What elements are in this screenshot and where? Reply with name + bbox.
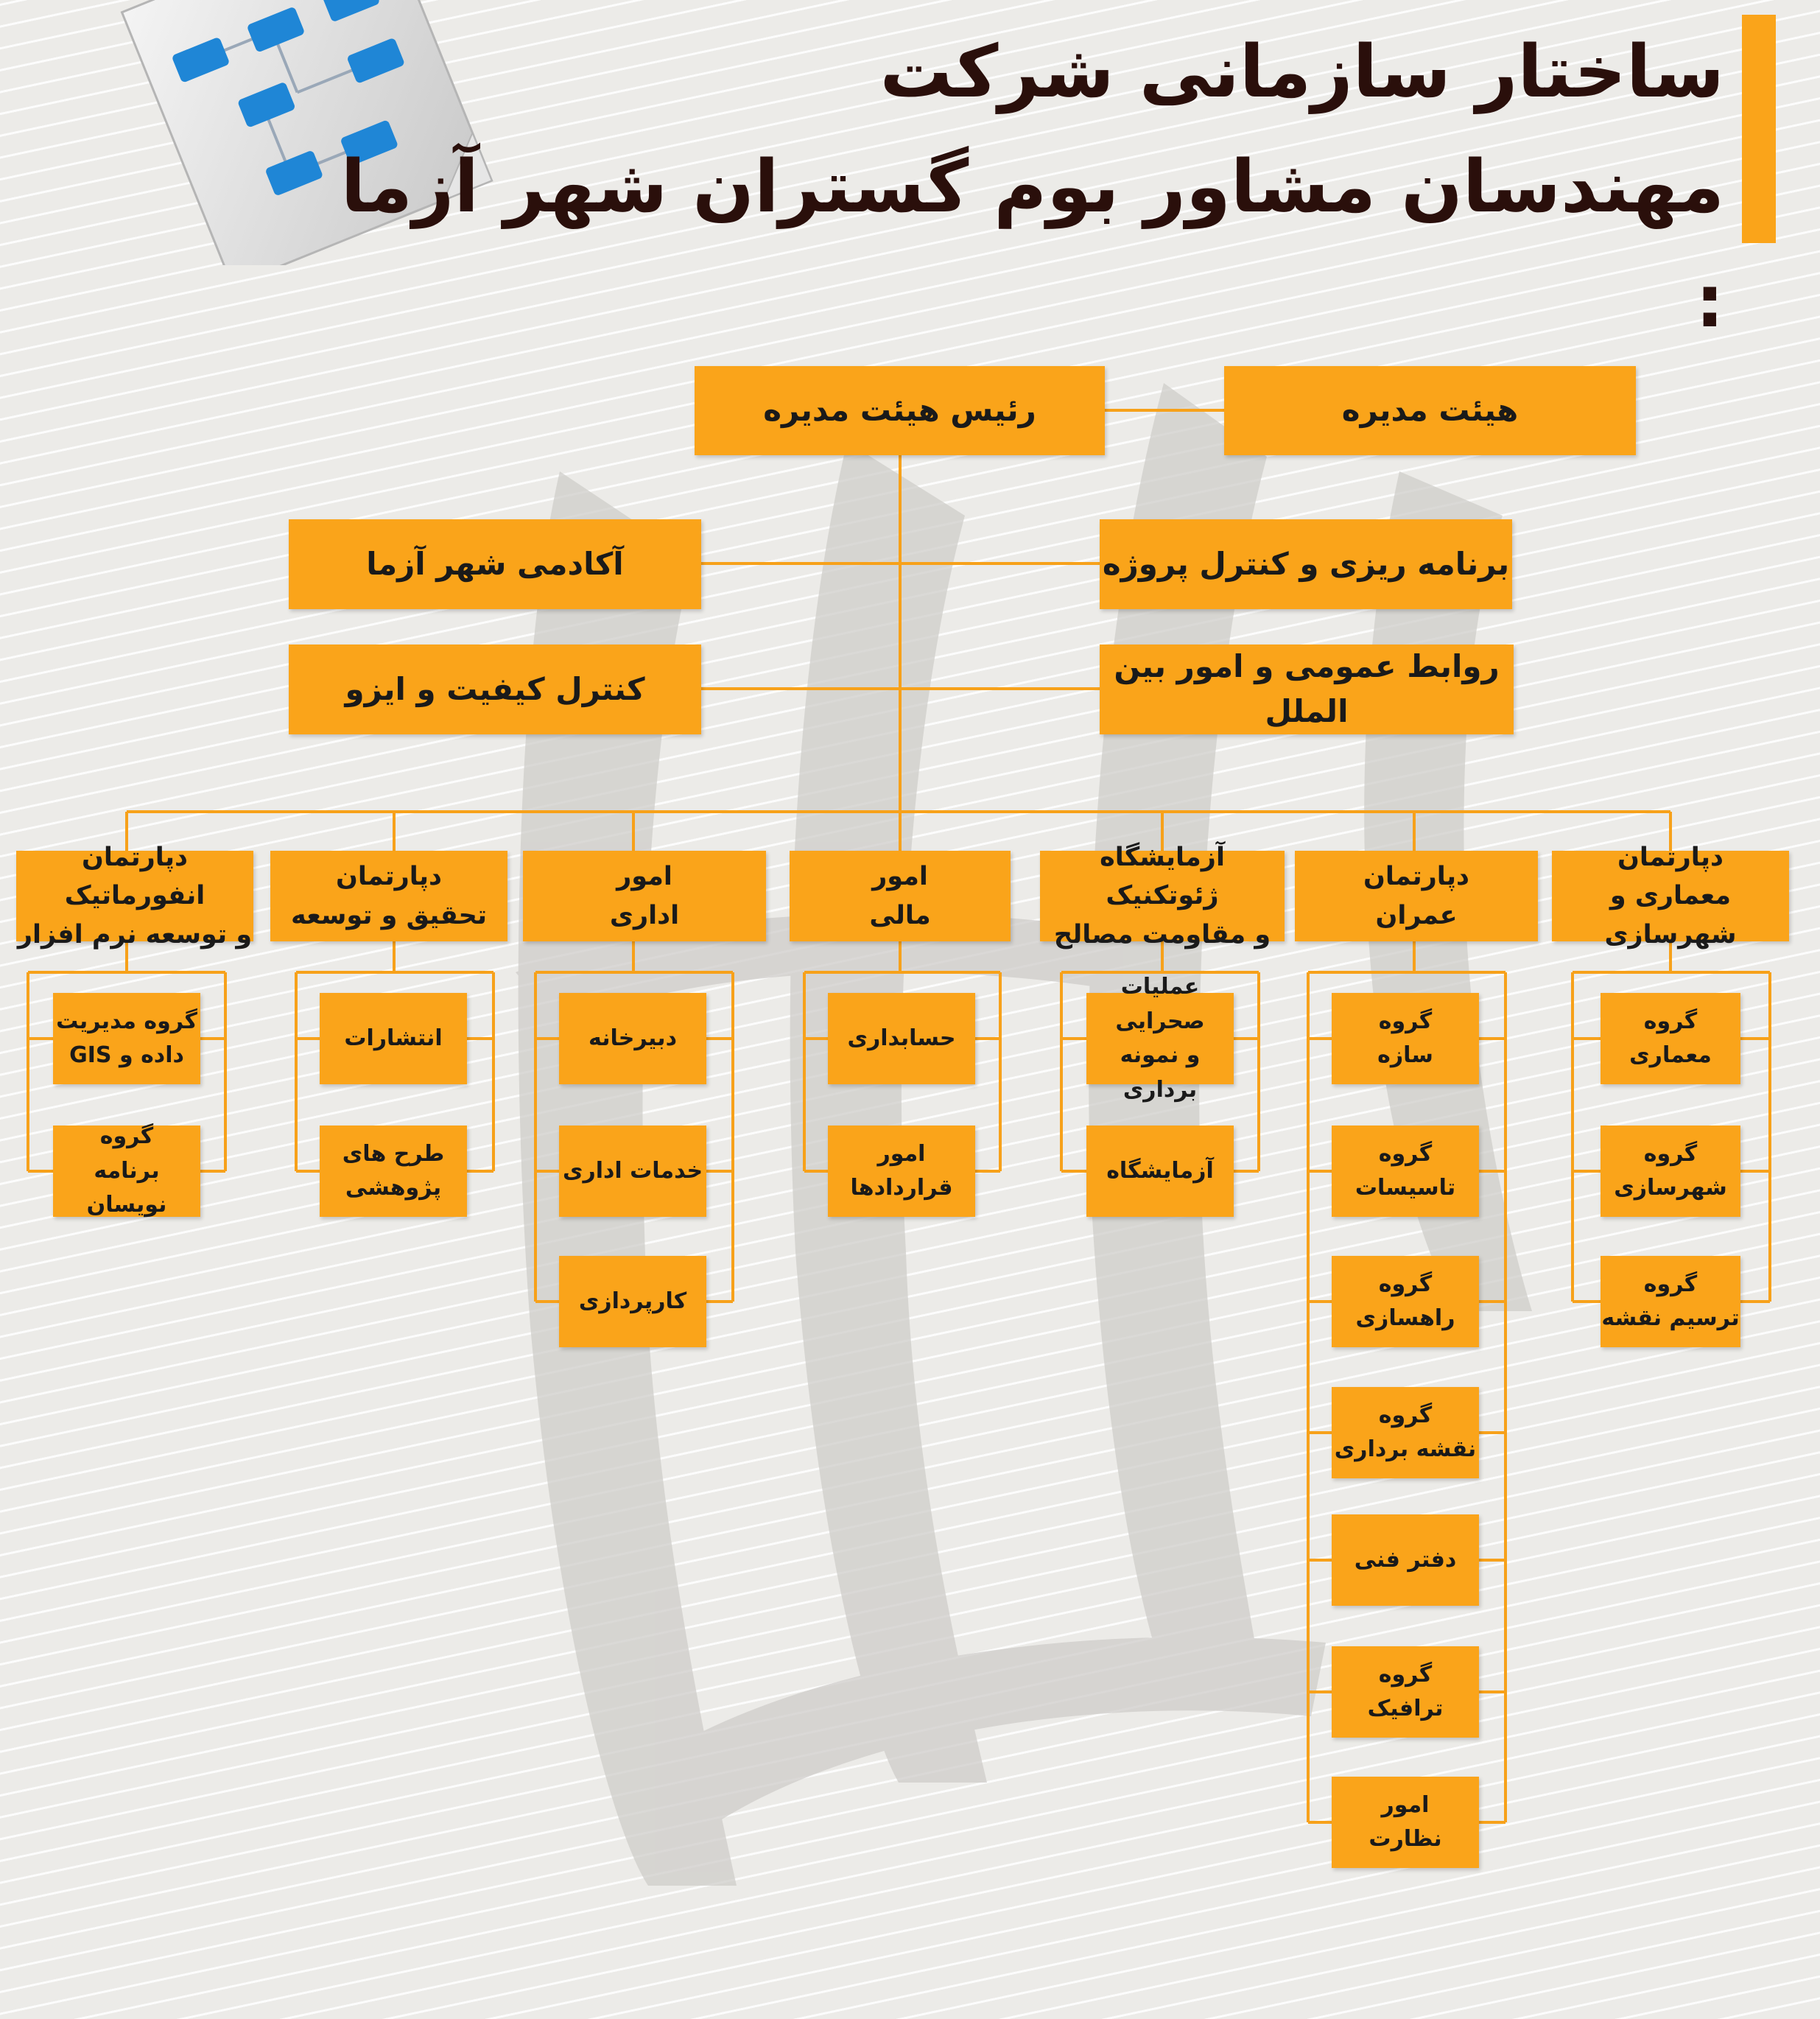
unit-architecture-group: گروه معماری bbox=[1601, 993, 1740, 1084]
unit-supervision: امور نظارت bbox=[1332, 1777, 1479, 1868]
dept-finance-box: امور مالی bbox=[790, 851, 1011, 941]
unit-secretariat: دبیرخانه bbox=[559, 993, 706, 1084]
unit-research-projects: طرح های پژوهشی bbox=[320, 1126, 467, 1217]
unit-field-operations: عملیات صحرایی و نمونه برداری bbox=[1086, 993, 1234, 1084]
academy-box: آکادمی شهر آزما bbox=[289, 519, 701, 609]
unit-procurement: کارپردازی bbox=[559, 1256, 706, 1347]
unit-programmers-group: گروه برنامه نویسان bbox=[53, 1126, 200, 1217]
unit-technical-office: دفتر فنی bbox=[1332, 1514, 1479, 1606]
unit-accounting: حسابداری bbox=[828, 993, 975, 1084]
unit-publications: انتشارات bbox=[320, 993, 467, 1084]
board-box: هیئت مدیره bbox=[1224, 366, 1636, 455]
unit-data-gis-group: گروه مدیریت داده و GIS bbox=[53, 993, 200, 1084]
public-relations-box: روابط عمومی و امور بین الملل bbox=[1100, 645, 1514, 734]
unit-drafting-group: گروه ترسیم نقشه bbox=[1601, 1256, 1740, 1347]
chairman-box: رئیس هیئت مدیره bbox=[695, 366, 1105, 455]
dept-civil-box: دپارتمان عمران bbox=[1295, 851, 1538, 941]
planning-box: برنامه ریزی و کنترل پروژه bbox=[1100, 519, 1512, 609]
unit-surveying-group: گروه نقشه برداری bbox=[1332, 1387, 1479, 1478]
quality-control-box: کنترل کیفیت و ایزو bbox=[289, 645, 701, 734]
unit-structure-group: گروه سازه bbox=[1332, 993, 1479, 1084]
unit-road-group: گروه راهسازی bbox=[1332, 1256, 1479, 1347]
unit-laboratory: آزمایشگاه bbox=[1086, 1126, 1234, 1217]
unit-installations-group: گروه تاسیسات bbox=[1332, 1126, 1479, 1217]
unit-urban-planning-group: گروه شهرسازی bbox=[1601, 1126, 1740, 1217]
unit-traffic-group: گروه ترافیک bbox=[1332, 1646, 1479, 1738]
title-line-2: مهندسان مشاور بوم گستران شهر آزما : bbox=[340, 145, 1724, 344]
dept-research-box: دپارتمان تحقیق و توسعه bbox=[270, 851, 507, 941]
unit-contracts: امور قراردادها bbox=[828, 1126, 975, 1217]
title-line-1: ساختار سازمانی شرکت bbox=[879, 30, 1724, 114]
dept-architecture-box: دپارتمان معماری و شهرسازی bbox=[1552, 851, 1789, 941]
dept-geotech-lab-box: آزمایشگاه ژئوتکنیک و مقاومت مصالح bbox=[1040, 851, 1285, 941]
dept-admin-box: امور اداری bbox=[523, 851, 766, 941]
dept-informatics-box: دپارتمان انفورماتیک و توسعه نرم افزار bbox=[17, 842, 253, 949]
unit-admin-services: خدمات اداری bbox=[559, 1126, 706, 1217]
